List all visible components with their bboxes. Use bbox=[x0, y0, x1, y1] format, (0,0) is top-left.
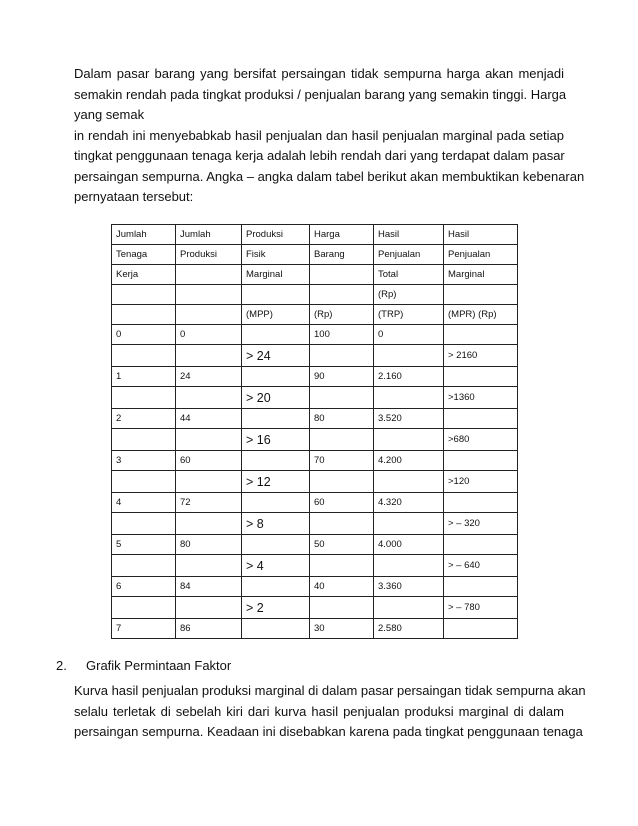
table-cell bbox=[242, 285, 310, 305]
table-cell: > – 320 bbox=[444, 513, 518, 535]
table-cell: 70 bbox=[310, 451, 374, 471]
table-cell bbox=[310, 555, 374, 577]
table-cell bbox=[176, 285, 242, 305]
table-cell: >1360 bbox=[444, 387, 518, 409]
table-cell bbox=[176, 265, 242, 285]
table-row bbox=[112, 245, 518, 265]
table-cell bbox=[444, 535, 518, 555]
text-line: semakin rendah pada tingkat produksi / penjualan barang yang semakin tinggi. Harga bbox=[74, 86, 567, 102]
table-cell: 1 bbox=[112, 367, 176, 387]
table-cell bbox=[374, 345, 444, 367]
table-row bbox=[112, 493, 518, 513]
table-cell: 84 bbox=[176, 577, 242, 597]
table-cell bbox=[374, 555, 444, 577]
table-row bbox=[112, 285, 518, 305]
table-cell: > 8 bbox=[242, 513, 310, 535]
text-line: pernyataan tersebut: bbox=[74, 189, 194, 204]
text-line: persaingan sempurna. Angka – angka dalam tabel berikut akan membuktikan kebenaran bbox=[74, 168, 585, 184]
table-cell: 7 bbox=[112, 619, 176, 639]
table-cell: 3.360 bbox=[374, 577, 444, 597]
table-cell: Barang bbox=[310, 245, 374, 265]
table-cell bbox=[242, 577, 310, 597]
table-cell: 0 bbox=[374, 325, 444, 345]
table-cell: > 2 bbox=[242, 597, 310, 619]
table-cell: >680 bbox=[444, 429, 518, 451]
table-row bbox=[112, 325, 518, 345]
table-cell: (Rp) bbox=[310, 305, 374, 325]
table-row bbox=[112, 387, 518, 409]
table-row bbox=[112, 451, 518, 471]
table-cell: Jumlah bbox=[176, 225, 242, 245]
table-cell bbox=[310, 345, 374, 367]
table-cell: Marginal bbox=[444, 265, 518, 285]
table-cell bbox=[112, 285, 176, 305]
table-cell: Marginal bbox=[242, 265, 310, 285]
table-cell bbox=[242, 325, 310, 345]
table-cell bbox=[176, 513, 242, 535]
table-cell: (MPP) bbox=[242, 305, 310, 325]
table-cell: Produksi bbox=[242, 225, 310, 245]
table-cell: Kerja bbox=[112, 265, 176, 285]
text-line: persaingan sempurna. Keadaan ini disebabkan karena pada tingkat penggunaan tenaga bbox=[74, 724, 583, 739]
table-cell bbox=[112, 387, 176, 409]
table-row bbox=[112, 597, 518, 619]
table-cell bbox=[112, 345, 176, 367]
table-row bbox=[112, 265, 518, 285]
table-cell: 86 bbox=[176, 619, 242, 639]
table-row bbox=[112, 535, 518, 555]
table-cell: Total bbox=[374, 265, 444, 285]
table-cell bbox=[310, 265, 374, 285]
table-cell: Harga bbox=[310, 225, 374, 245]
table-cell bbox=[444, 367, 518, 387]
section-number: 2. bbox=[56, 658, 67, 673]
table-cell: 2.160 bbox=[374, 367, 444, 387]
table-cell bbox=[242, 409, 310, 429]
table-cell: 30 bbox=[310, 619, 374, 639]
table-cell bbox=[112, 305, 176, 325]
table-cell: 0 bbox=[112, 325, 176, 345]
table-cell: >120 bbox=[444, 471, 518, 493]
table-row bbox=[112, 305, 518, 325]
table-row bbox=[112, 619, 518, 639]
table-cell: 80 bbox=[310, 409, 374, 429]
table-cell: 2 bbox=[112, 409, 176, 429]
table-cell: Produksi bbox=[176, 245, 242, 265]
table-cell bbox=[444, 285, 518, 305]
table-cell: Jumlah bbox=[112, 225, 176, 245]
table-cell: 100 bbox=[310, 325, 374, 345]
table-cell bbox=[176, 555, 242, 577]
table-cell: > 20 bbox=[242, 387, 310, 409]
table-cell bbox=[242, 451, 310, 471]
text-line: tingkat penggunaan tenaga kerja adalah lebih rendah dari yang terdapat dalam pasar bbox=[74, 148, 565, 163]
table-cell bbox=[310, 597, 374, 619]
table-cell: 24 bbox=[176, 367, 242, 387]
table-cell: Tenaga bbox=[112, 245, 176, 265]
table-cell: 60 bbox=[310, 493, 374, 513]
table-cell bbox=[242, 535, 310, 555]
table-cell bbox=[310, 285, 374, 305]
table-cell bbox=[444, 493, 518, 513]
table-cell bbox=[310, 429, 374, 451]
table-cell: > – 780 bbox=[444, 597, 518, 619]
table-cell bbox=[374, 387, 444, 409]
table-row bbox=[112, 345, 518, 367]
table-cell bbox=[242, 619, 310, 639]
intro-paragraph bbox=[74, 64, 585, 208]
table-cell: (Rp) bbox=[374, 285, 444, 305]
table-cell: 90 bbox=[310, 367, 374, 387]
table-cell bbox=[444, 409, 518, 429]
table-cell bbox=[374, 597, 444, 619]
table-row bbox=[112, 367, 518, 387]
text-line: selalu terletak di sebelah kiri dari kurva hasil penjualan produksi marginal di dalam bbox=[74, 703, 564, 719]
table-row bbox=[112, 513, 518, 535]
table-cell: 5 bbox=[112, 535, 176, 555]
table-cell: 4.200 bbox=[374, 451, 444, 471]
table-cell bbox=[176, 429, 242, 451]
table-cell bbox=[112, 513, 176, 535]
table-cell bbox=[242, 367, 310, 387]
table-cell: Hasil bbox=[374, 225, 444, 245]
text-line: Dalam pasar barang yang bersifat persaingan tidak sempurna harga akan menjadi bbox=[74, 66, 564, 81]
table-cell bbox=[176, 597, 242, 619]
table-cell bbox=[176, 471, 242, 493]
table-cell bbox=[310, 513, 374, 535]
table-cell bbox=[374, 513, 444, 535]
table-row bbox=[112, 555, 518, 577]
table-cell bbox=[112, 471, 176, 493]
table-cell bbox=[242, 493, 310, 513]
table-cell bbox=[176, 345, 242, 367]
table-cell bbox=[374, 429, 444, 451]
table-row bbox=[112, 409, 518, 429]
table-cell: Fisik bbox=[242, 245, 310, 265]
table-cell: 2.580 bbox=[374, 619, 444, 639]
table-cell: > 24 bbox=[242, 345, 310, 367]
text-line: in rendah ini menyebabkab hasil penjualan dan hasil penjualan marginal pada setiap bbox=[74, 127, 564, 143]
table-cell: > 16 bbox=[242, 429, 310, 451]
table-cell: 0 bbox=[176, 325, 242, 345]
table-cell bbox=[112, 555, 176, 577]
table-cell: 3 bbox=[112, 451, 176, 471]
table-cell bbox=[444, 325, 518, 345]
text-line: Kurva hasil penjualan produksi marginal di dalam pasar persaingan tidak sempurna akan bbox=[74, 683, 586, 698]
table-cell: > 12 bbox=[242, 471, 310, 493]
table-cell: (MPR) (Rp) bbox=[444, 305, 518, 325]
section-paragraph bbox=[74, 681, 586, 743]
table-cell: > – 640 bbox=[444, 555, 518, 577]
table-cell bbox=[374, 471, 444, 493]
table-cell bbox=[444, 577, 518, 597]
table-cell: > 4 bbox=[242, 555, 310, 577]
table-cell: > 2160 bbox=[444, 345, 518, 367]
data-table-container bbox=[111, 224, 518, 639]
table-cell: 40 bbox=[310, 577, 374, 597]
table-cell: 50 bbox=[310, 535, 374, 555]
table-cell: Penjualan bbox=[444, 245, 518, 265]
table-row bbox=[112, 225, 518, 245]
table-cell bbox=[310, 471, 374, 493]
table-cell: Penjualan bbox=[374, 245, 444, 265]
table-row bbox=[112, 429, 518, 451]
table-cell bbox=[176, 387, 242, 409]
table-cell bbox=[112, 597, 176, 619]
table-cell: 44 bbox=[176, 409, 242, 429]
table-cell: 3.520 bbox=[374, 409, 444, 429]
text-line: yang semak bbox=[74, 107, 145, 122]
table-cell: 4 bbox=[112, 493, 176, 513]
table-cell: 6 bbox=[112, 577, 176, 597]
section-heading bbox=[56, 658, 231, 673]
table-cell: 4.320 bbox=[374, 493, 444, 513]
table-cell bbox=[112, 429, 176, 451]
table-cell bbox=[444, 451, 518, 471]
production-revenue-table bbox=[111, 224, 518, 639]
table-cell: 72 bbox=[176, 493, 242, 513]
table-row bbox=[112, 577, 518, 597]
table-cell: 80 bbox=[176, 535, 242, 555]
table-cell bbox=[176, 305, 242, 325]
table-cell bbox=[310, 387, 374, 409]
section-title: Grafik Permintaan Faktor bbox=[86, 658, 232, 673]
table-row bbox=[112, 471, 518, 493]
table-cell bbox=[444, 619, 518, 639]
table-cell: 60 bbox=[176, 451, 242, 471]
table-cell: (TRP) bbox=[374, 305, 444, 325]
table-cell: Hasil bbox=[444, 225, 518, 245]
table-cell: 4.000 bbox=[374, 535, 444, 555]
